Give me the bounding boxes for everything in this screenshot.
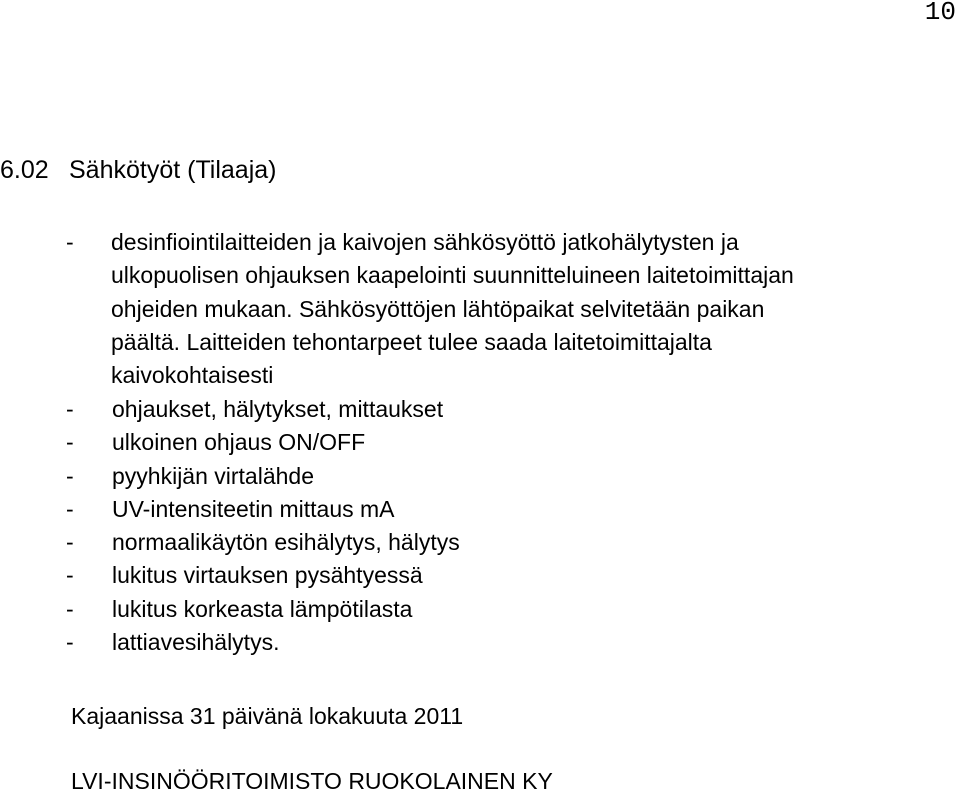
list-dash: - [66,495,74,522]
list-item [66,426,460,459]
intro-line: päältä. Laitteiden tehontarpeet tulee saada laitetoimittajalta [111,328,712,355]
list-dash: - [66,529,74,556]
list-item [66,393,460,426]
intro-paragraph [66,226,946,392]
intro-line: ulkopuolisen ohjauksen kaapelointi suunnitteluineen laitetoimittajan [111,262,794,289]
list-item-text: UV-intensiteetin mittaus mA [112,495,395,522]
intro-line: kaivokohtaisesti [111,362,274,389]
place-date: Kajaanissa 31 päivänä lokakuuta 2011 [71,703,464,729]
company-name: LVI-INSINÖÖRITOIMISTO RUOKOLAINEN KY [71,768,553,794]
intro-line: desinfiointilaitteiden ja kaivojen sähkösyöttö jatkohälytysten ja [111,229,739,255]
list-dash: - [66,462,74,489]
intro-line: ohjeiden mukaan. Sähkösyöttöjen lähtöpaikat selvitetään paikan [111,295,765,322]
list-item-text: lukitus korkeasta lämpötilasta [112,595,413,622]
list-dash: - [66,429,74,456]
list-dash: - [66,396,74,422]
intro-dash: - [66,229,74,255]
signal-list [66,393,460,659]
intro-text [111,226,946,392]
list-item [66,559,460,592]
list-item [66,593,460,626]
section-number: 6.02 [0,156,49,184]
list-item-text: lattiavesihälytys. [112,629,280,656]
section-heading [0,154,277,186]
list-item-text: normaalikäytön esihälytys, hälytys [112,529,460,556]
list-item [66,493,460,526]
section-title: Sähkötyöt (Tilaaja) [69,156,277,184]
list-item-text: ohjaukset, hälytykset, mittaukset [112,396,444,422]
list-item-text: pyyhkijän virtalähde [112,462,315,489]
list-item [66,626,460,659]
list-item [66,460,460,493]
list-dash: - [66,595,74,622]
list-item [66,526,460,559]
list-dash: - [66,629,74,656]
list-item-text: ulkoinen ohjaus ON/OFF [112,429,366,456]
list-dash: - [66,562,74,589]
page-number: 10 [924,0,956,27]
list-item-text: lukitus virtauksen pysähtyessä [112,562,423,589]
